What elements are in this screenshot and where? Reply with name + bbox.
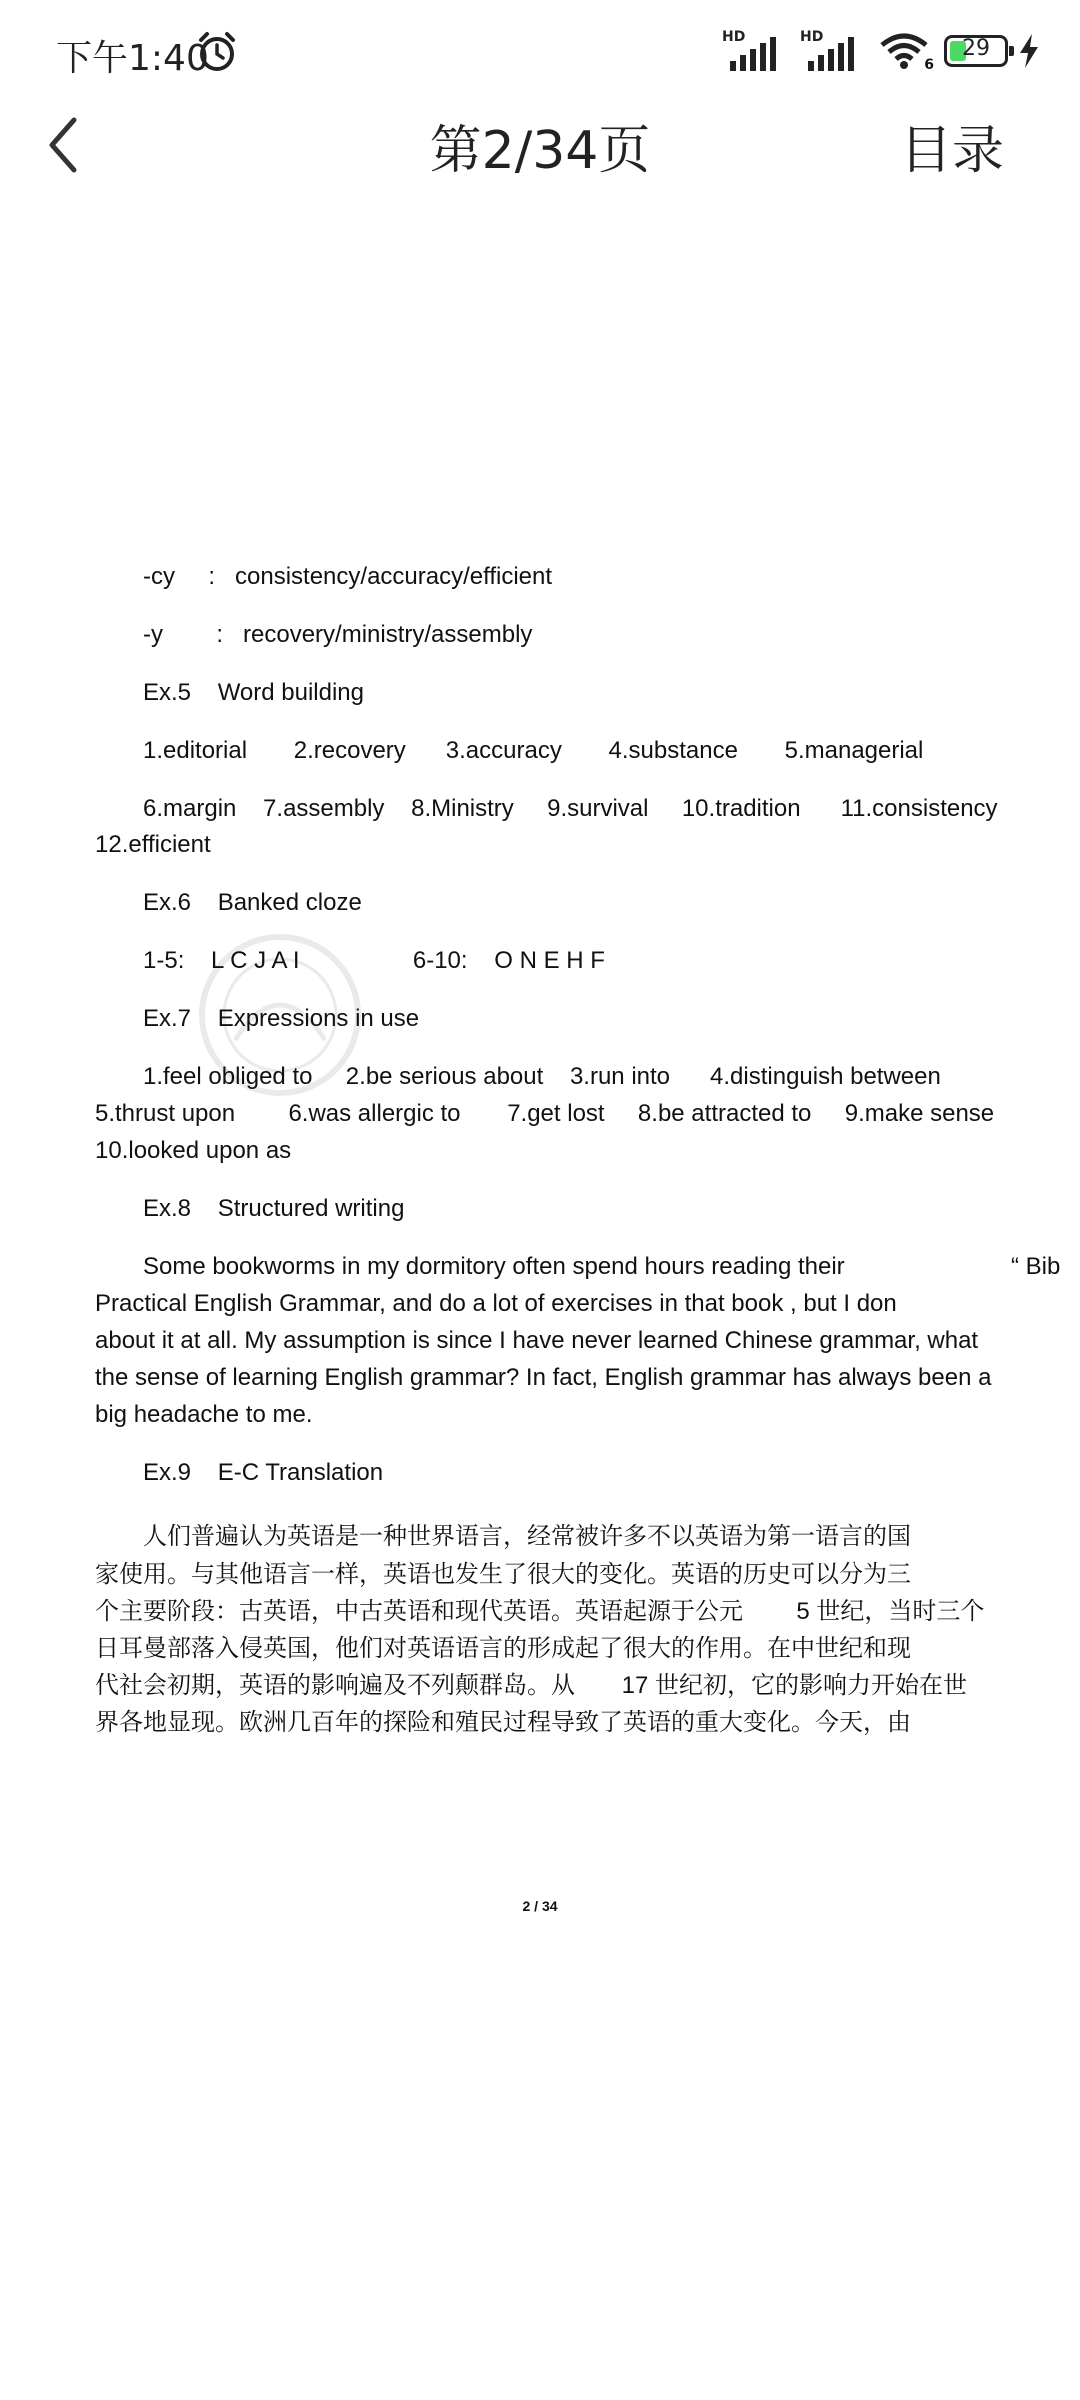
status-time: 下午1:40 — [56, 38, 209, 79]
doc-line: 界各地显现。欧洲几百年的探险和殖民过程导致了英语的重大变化。今天，由 — [95, 1709, 911, 1736]
doc-line: Ex.5 Word building — [143, 679, 365, 706]
doc-line: the sense of learning English grammar? In fact, English grammar has always been a — [95, 1364, 992, 1391]
doc-line: Ex.9 E-C Translation — [143, 1459, 384, 1486]
signal-hd-label: HD — [722, 29, 746, 45]
doc-line: Ex.7 Expressions in use — [143, 1005, 420, 1032]
doc-line: about it at all. My assumption is since I have never learned Chinese grammar, what — [95, 1327, 979, 1354]
page-footer-number: 2 / 34 — [522, 1898, 558, 1914]
toc-button[interactable]: 目录 — [899, 121, 1004, 181]
doc-line: Some bookworms in my dormitory often spend hours reading their — [143, 1253, 845, 1280]
doc-line: 个主要阶段：古英语，中古英语和现代英语。英语起源于公元 5 世纪，当时三个 — [95, 1598, 985, 1625]
status-icons — [722, 28, 1040, 74]
doc-line: 5.thrust upon 6.was allergic to 7.get lost 8.be attracted to 9.make sense — [95, 1100, 995, 1127]
doc-line: 日耳曼部落入侵英国，他们对英语语言的形成起了很大的作用。在中世纪和现 — [95, 1635, 911, 1662]
signal-icon — [722, 29, 790, 73]
doc-line: 12.efficient — [95, 831, 211, 858]
alarm-icon — [195, 30, 239, 74]
wifi-icon — [878, 29, 934, 73]
doc-line: 代社会初期，英语的影响遍及不列颠群岛。从 17 世纪初，它的影响力开始在世 — [95, 1672, 968, 1699]
doc-line: Ex.6 Banked cloze — [143, 889, 362, 916]
doc-line: 1-5: L C J A I 6-10: O N E H F — [143, 947, 605, 974]
doc-line: 1.editorial 2.recovery 3.accuracy 4.substance 5.managerial — [143, 737, 924, 764]
doc-line: Practical English Grammar, and do a lot of exercises in that book , but I don — [95, 1290, 897, 1317]
doc-line: “ Bib — [1011, 1253, 1061, 1280]
charging-icon — [1018, 34, 1040, 68]
doc-line: 人们普遍认为英语是一种世界语言，经常被许多不以英语为第一语言的国 — [143, 1523, 911, 1550]
doc-line: 1.feel obliged to 2.be serious about 3.run into 4.distinguish between — [143, 1063, 941, 1090]
signal-hd-label: HD — [800, 29, 824, 45]
doc-line: big headache to me. — [95, 1401, 313, 1428]
status-bar — [0, 0, 1080, 100]
doc-line: 10.looked upon as — [95, 1137, 292, 1164]
doc-line: 家使用。与其他语言一样，英语也发生了很大的变化。英语的历史可以分为三 — [95, 1561, 911, 1588]
doc-line: -cy : consistency/accuracy/efficient — [143, 563, 553, 590]
signal-icon — [800, 29, 868, 73]
battery-percent: 29 — [962, 36, 990, 61]
document-page — [0, 230, 1080, 2400]
wifi-label: 6 — [924, 57, 934, 73]
doc-line: Ex.8 Structured writing — [143, 1195, 405, 1222]
battery-icon — [944, 35, 1008, 67]
doc-line: -y : recovery/ministry/assembly — [143, 621, 533, 648]
page-title: 第2/34页 — [429, 121, 651, 181]
doc-line: 6.margin 7.assembly 8.Ministry 9.survival 10.tradition 11.consistency — [143, 795, 998, 822]
